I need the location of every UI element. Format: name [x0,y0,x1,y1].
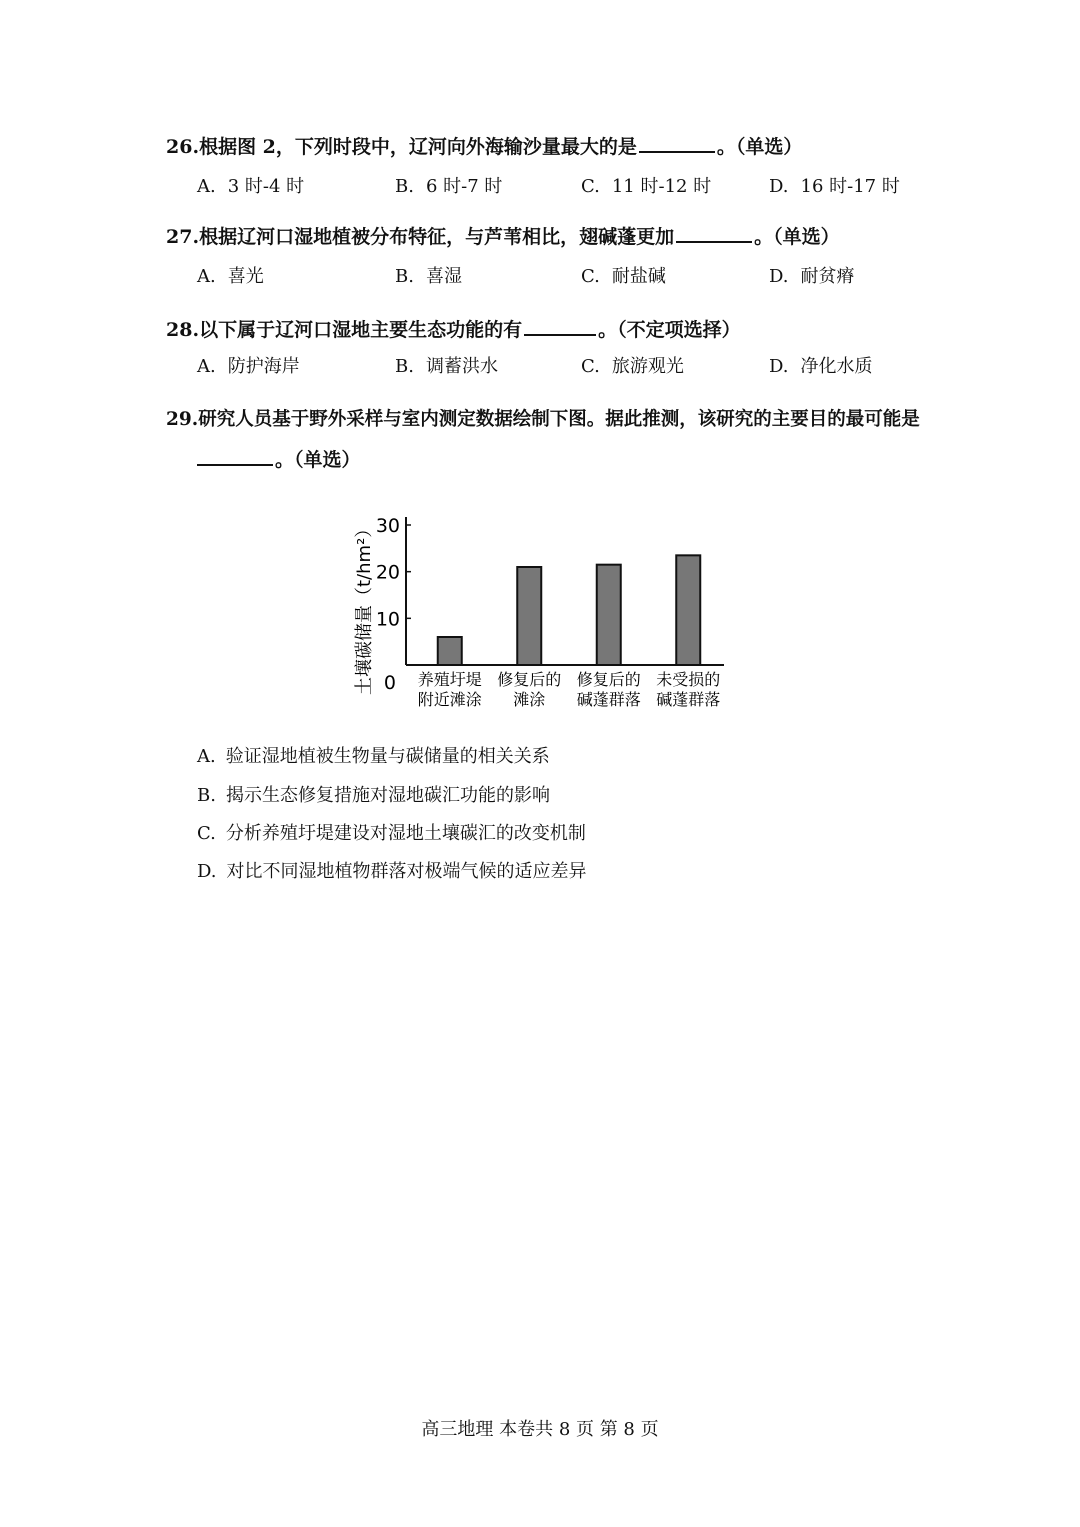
x-category-label: 碱蓬群落 [576,690,641,709]
y-tick-label: 30 [375,515,400,537]
y-axis-label-group [354,520,375,695]
x-category-label: 附近滩涂 [417,690,482,709]
option-c[interactable]: C. 耐盐碱 [581,266,666,287]
x-category-label: 修复后的 [576,670,641,689]
answer-blank[interactable] [639,133,715,153]
option-a[interactable]: A. 防护海岸 [197,356,300,377]
question-suffix: 。（单选） [716,136,803,158]
answer-blank[interactable] [676,223,752,243]
question-suffix: 。（单选） [754,226,840,248]
y-axis-label: 土壤碳储量（t/hm²） [354,519,375,695]
option-c[interactable]: C. 旅游观光 [581,356,684,377]
option-c[interactable]: C. 11 时-12 时 [581,176,712,197]
x-category-label: 滩涂 [513,690,546,709]
question-26-stem [166,132,802,159]
option-d[interactable]: D. 耐贫瘠 [769,266,855,287]
option-a[interactable]: A. 3 时-4 时 [197,176,305,197]
question-text: 以下属于辽河口湿地主要生态功能的有 [199,319,523,341]
y-tick-label: 0 [383,672,396,694]
option-d[interactable]: D. 16 时-17 时 [769,176,900,197]
bar [517,567,541,665]
question-number: 26. [166,136,200,158]
x-category-label: 修复后的 [497,670,562,689]
option-a[interactable]: A. 喜光 [197,266,264,287]
option-d[interactable]: D. 净化水质 [769,356,873,377]
option-b[interactable]: B. 6 时-7 时 [395,176,503,197]
y-tick-label: 10 [375,608,400,631]
answer-blank[interactable] [524,316,596,336]
question-29-option-c[interactable]: C. 分析养殖圩堤建设对湿地土壤碳汇的改变机制 [197,823,586,844]
question-number: 29. [166,409,199,430]
question-number: 28. [166,319,200,341]
question-29-option-b[interactable]: B. 揭示生态修复措施对湿地碳汇功能的影响 [197,785,550,806]
question-text: 根据辽河口湿地植被分布特征，与芦苇相比，翅碱蓬更加 [199,226,675,248]
bar [597,565,621,665]
x-category-label: 碱蓬群落 [656,690,721,709]
question-29-option-d[interactable]: D. 对比不同湿地植物群落对极端气候的适应差异 [197,861,587,882]
question-27-stem [166,222,840,249]
question-text: 研究人员基于野外采样与室内测定数据绘制下图。据此推测，该研究的主要目的最可能是 [198,409,920,430]
x-category-label: 未受损的 [656,670,721,689]
soil-carbon-bar-chart [340,505,740,715]
question-29-stem-line2 [197,445,361,472]
question-suffix: 。（单选） [275,449,361,471]
chart-bars [438,555,701,665]
option-b[interactable]: B. 喜湿 [395,266,462,287]
chart-category-labels [418,670,721,709]
question-29-option-a[interactable]: A. 验证湿地植被生物量与碳储量的相关关系 [197,746,550,767]
option-b[interactable]: B. 调蓄洪水 [395,356,498,377]
question-suffix: 。（不定项选择） [598,319,741,341]
bar [438,637,462,665]
question-text: 根据图 2，下列时段中，辽河向外海输沙量最大的是 [199,136,637,158]
answer-blank[interactable] [197,446,273,466]
x-category-label: 养殖圩堤 [417,670,482,689]
question-number: 27. [166,226,200,248]
question-29-stem [166,405,920,431]
bar [676,555,700,665]
page-footer: 高三地理 本卷共 8 页 第 8 页 [421,1419,659,1440]
y-tick-label: 20 [375,561,400,584]
question-28-stem [166,315,741,342]
